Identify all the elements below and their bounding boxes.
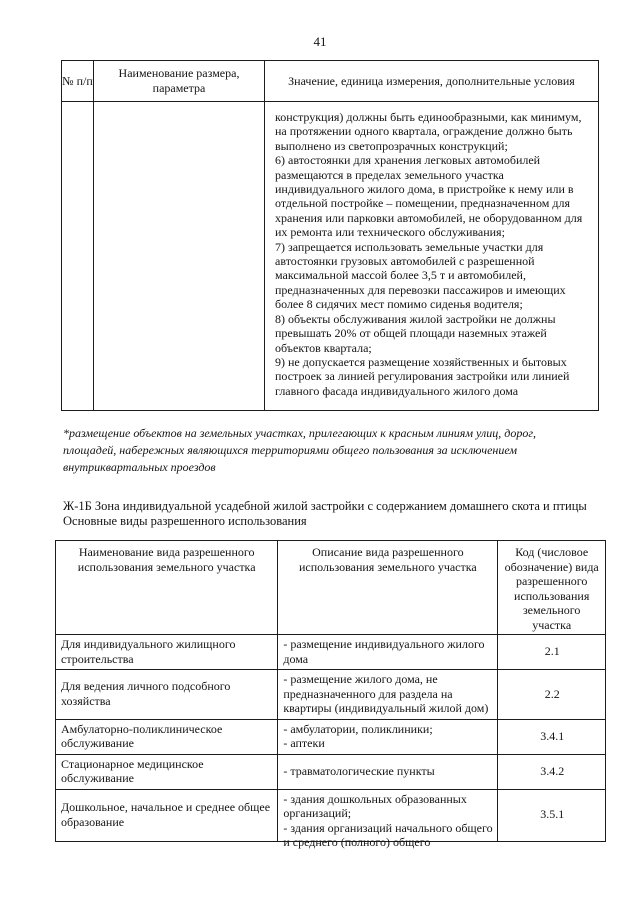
use-code: 3.4.1 — [498, 719, 606, 754]
parameters-table-row — [62, 102, 599, 411]
zone-subtitle: Основные виды разрешенного использования — [63, 514, 307, 528]
use-description: - размещение жилого дома, не предназначенного для раздела на квартиры (индивидуальный жилой дом) — [278, 670, 498, 720]
value-line: превышать 20% от общей площади наземных этажей — [275, 326, 547, 341]
zone-title: Ж-1Б Зона индивидуальной усадебной жилой застройки с содержанием домашнего скота и птицы — [63, 499, 587, 513]
parameters-table — [61, 60, 599, 411]
value-line: более 8 сидячих мест помимо сиденья водителя; — [275, 297, 523, 312]
use-code: 2.1 — [498, 635, 606, 670]
use-name: Амбулаторно-поликлиническое обслуживание — [56, 719, 278, 754]
value-line: предназначенных для перевозки пассажиров и имеющих — [275, 282, 566, 297]
use-description-text: - здания дошкольных образованных организаций; - здания организаций начального общего и среднего (полного) общего — [283, 791, 493, 849]
use-code: 3.5.1 — [498, 789, 606, 841]
zone-heading — [63, 499, 623, 529]
use-description: - травматологические пункты — [278, 754, 498, 789]
table-row — [56, 635, 606, 670]
row-parameter-cell — [94, 102, 265, 411]
row-number-cell — [62, 102, 94, 411]
header-number: № п/п — [62, 61, 94, 102]
value-line: их ремонта или технического обслуживания; — [275, 225, 505, 240]
value-line: конструкция) должны быть единообразными, как минимум, — [275, 110, 582, 124]
value-line: автостоянки грузовых автомобилей с разрешенной — [275, 254, 535, 269]
value-line: выполнено из светопрозрачных конструкций; — [275, 138, 508, 153]
table-row — [56, 789, 606, 841]
table-row — [56, 670, 606, 720]
use-code: 2.2 — [498, 670, 606, 720]
header-parameter-name: Наименование размера, параметра — [94, 61, 265, 102]
header-use-name: Наименование вида разрешенного использования земельного участка — [56, 541, 278, 635]
use-code: 3.4.2 — [498, 754, 606, 789]
parameters-table-header — [62, 61, 599, 102]
header-value: Значение, единица измерения, дополнительные условия — [265, 61, 599, 102]
value-line: 9) не допускается размещение хозяйственных и бытовых — [275, 354, 567, 369]
value-line: построек за линией регулирования застройки или линией — [275, 369, 570, 384]
value-line: 6) автостоянки для хранения легковых автомобилей — [275, 153, 541, 168]
value-line: отдельной постройке – помещении, предназначенном для — [275, 196, 570, 211]
header-use-code: Код (числовое обозначение) вида разрешенного использования земельного участка — [498, 541, 606, 635]
value-line: размещаются в пределах земельного участка — [275, 167, 504, 182]
use-description: - амбулатории, поликлиники; - аптеки — [278, 719, 498, 754]
value-line: 7) запрещается использовать земельные участки для — [275, 239, 544, 254]
value-line: индивидуального жилого дома, в пристройке к нему или в — [275, 182, 574, 197]
use-name: Дошкольное, начальное и среднее общее образование — [56, 789, 278, 841]
table-row — [56, 754, 606, 789]
use-description — [278, 789, 498, 849]
row-value-cell — [265, 102, 599, 411]
value-line: главного фасада индивидуального жилого дома — [275, 383, 519, 398]
permitted-uses-table — [55, 540, 606, 849]
table-row — [56, 719, 606, 754]
value-line: 8) объекты обслуживания жилой застройки не должны — [275, 311, 556, 326]
use-description: - размещение индивидуального жилого дома — [278, 635, 498, 670]
value-line: максимальной массой более 3,5 т и автомобилей, — [275, 268, 526, 283]
value-line: хранения или парковки автомобилей, не оборудованном для — [275, 210, 583, 225]
value-line: объектов квартала; — [275, 340, 372, 355]
use-name: Стационарное медицинское обслуживание — [56, 754, 278, 789]
page-number: 41 — [313, 34, 327, 49]
header-use-description: Описание вида разрешенного использования земельного участка — [278, 541, 498, 635]
footnote: *размещение объектов на земельных участках, прилегающих к красным линиям улиц, дорог, площадей, набережных являющихся территориями общего пользования за исключением внутриквартальных проездов — [63, 426, 537, 474]
use-name: Для индивидуального жилищного строительства — [56, 635, 278, 670]
value-line: на протяжении одного квартала, ограждение должно быть — [275, 124, 573, 139]
permitted-uses-header — [56, 541, 606, 635]
use-name: Для ведения личного подсобного хозяйства — [56, 670, 278, 720]
